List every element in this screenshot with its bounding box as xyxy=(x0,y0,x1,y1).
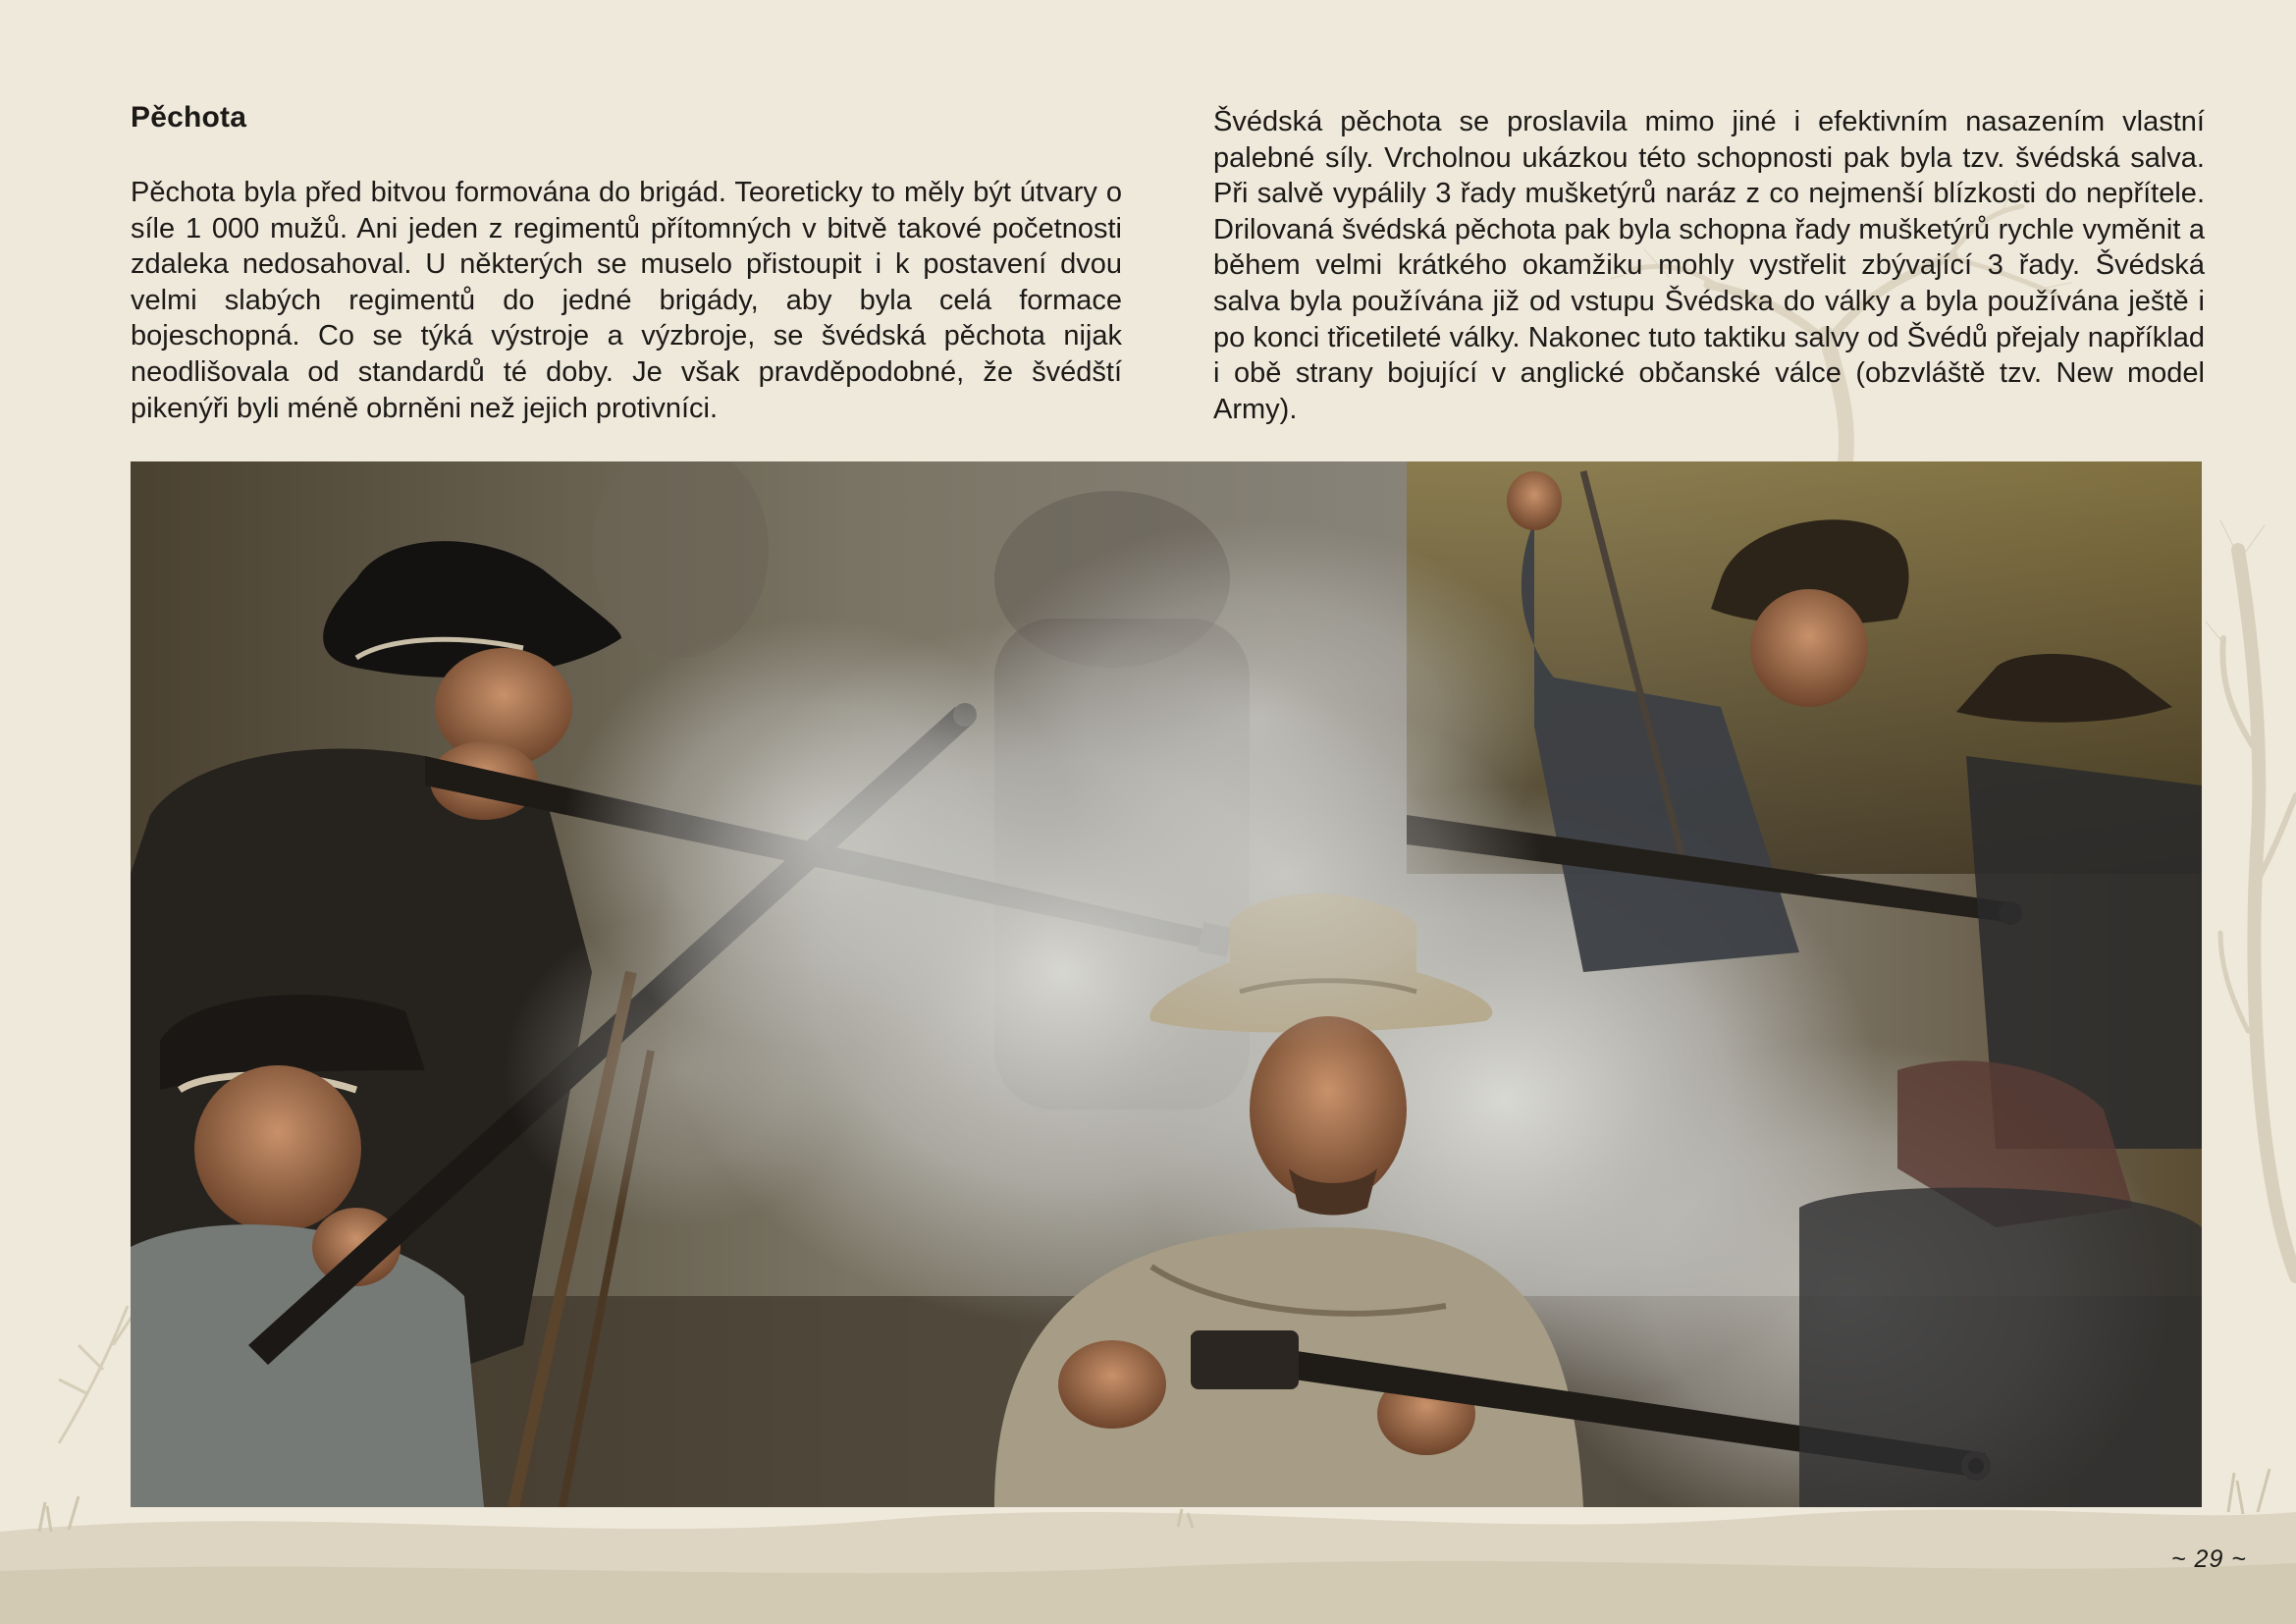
right-paragraph: Švédská pěchota se proslavila mimo jiné i efektivním nasazením vlastní palebné síly. Vrcholnou ukázkou této schopnosti pak byla tzv. švédská salva. Při salvě vypálily 3 řady mušketýrů naráz z co nejmenší blízkosti do nepřítele. Drilovaná švédská pěchota pak byla schopna řady mušketýrů rychle vyměnit a během velmi krátkého okamžiku mohly vystřelit zbývající 3 řady. Švédská salva byla používána již od vstupu Švédska do války a byla používána ještě i po konci třicetileté války. Nakonec tuto taktiku salvy od Švédů přejaly například i obě strany bojující v anglické občanské válce (obzvláště tzv. New model Army). xyxy=(1213,106,2205,425)
section-heading: Pěchota xyxy=(131,101,247,134)
page-number: ~ 29 ~ xyxy=(2171,1545,2247,1573)
musketeers-photo xyxy=(131,461,2202,1507)
left-paragraph: Pěchota byla před bitvou formována do brigád. Teoreticky to měly být útvary o síle 1 000 mužů. Ani jeden z regimentů přítomných v bitvě takové početnosti zdaleka nedosahoval. U některých se muselo přistoupit i k postavení dvou velmi slabých regimentů do jedné brigády, aby byla celá formace bojeschopná. Co se týká výstroje a výzbroje, se švédská pěchota nijak neodlišovala od standardů té doby. Je však pravděpodobné, že švédští pikenýři byli méně obrněni než jejich protivníci. xyxy=(131,177,1122,424)
musketeers-photo-illustration xyxy=(131,461,2202,1507)
